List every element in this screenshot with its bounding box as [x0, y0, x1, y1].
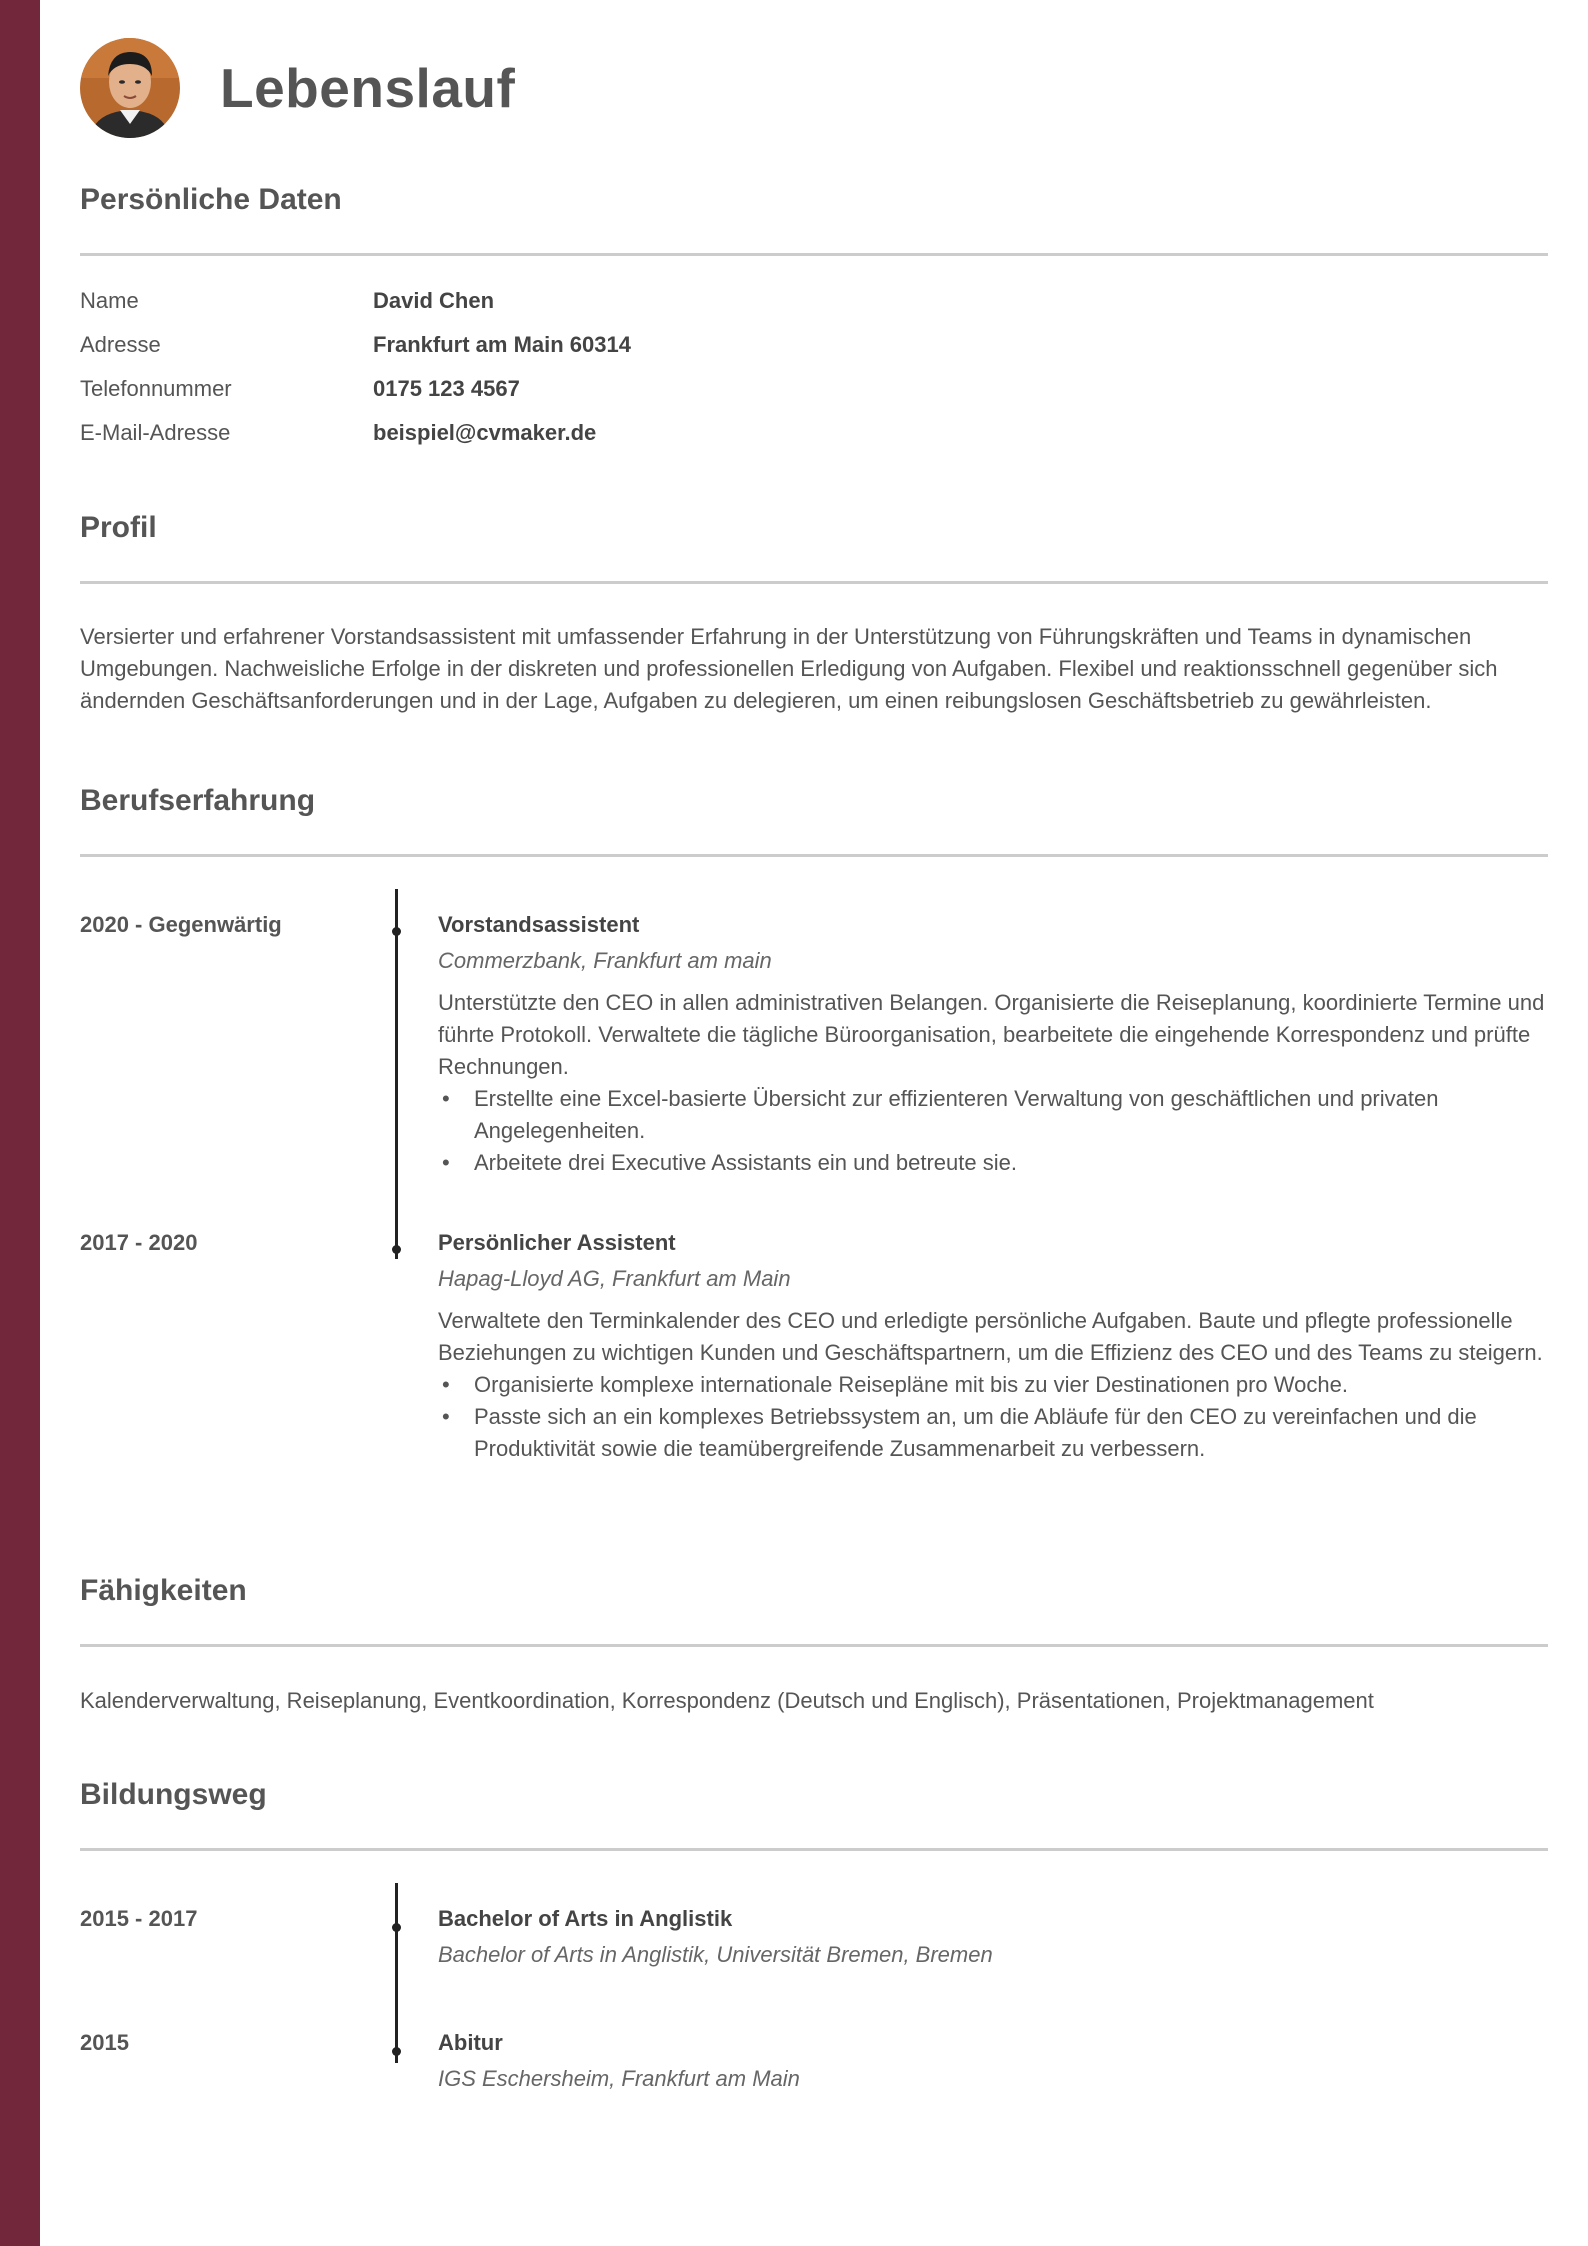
bullet-text: Arbeitete drei Executive Assistants ein und betreute sie.: [474, 1150, 1017, 1175]
experience-section: [80, 781, 1548, 1465]
value-name: David Chen: [373, 288, 495, 313]
list-item: • Passte sich an ein komplexes Betriebssystem an, um die Abläufe für den CEO zu vereinfachen und die Produktivität sowie die teamübergreifende Zusammenarbeit zu verbessern.: [442, 1404, 1477, 1461]
personal-row-email: [80, 411, 1548, 455]
job-title: Vorstandsassistent: [438, 912, 640, 937]
job-bullets: [438, 1083, 1548, 1179]
job-title: Persönlicher Assistent: [438, 1230, 676, 1255]
timeline-item: [80, 1883, 1548, 1971]
timeline-item: [80, 2027, 1548, 2095]
value-email: beispiel@cvmaker.de: [373, 420, 597, 445]
list-item: • Organisierte komplexe internationale Reisepläne mit bis zu vier Destinationen pro Woche.: [442, 1372, 1348, 1397]
section-divider: [80, 581, 1548, 584]
bullet-text: Passte sich an ein komplexes Betriebssystem an, um die Abläufe für den CEO zu vereinfachen und die Produktivität sowie die teamübergreifende Zusammenarbeit zu verbessern.: [474, 1404, 1477, 1461]
label-email: E-Mail-Adresse: [80, 420, 231, 445]
education-section: [80, 1775, 1548, 2095]
timeline-dot: [392, 1923, 401, 1932]
section-title-personal: Persönliche Daten: [80, 183, 342, 216]
job-body: [438, 909, 1548, 1179]
timeline-dot: [392, 2047, 401, 2056]
job-description: Unterstützte den CEO in allen administrativen Belangen. Organisierte die Reiseplanung, koordinierte Termine und führte Protokoll. Verwaltete die tägliche Büroorganisation, bearbeitete die eingehende Korrespondenz und prüfte Rechnungen.: [438, 990, 1545, 1079]
skills-section: [80, 1571, 1548, 1717]
list-item: • Erstellte eine Excel-basierte Übersicht zur effizienteren Verwaltung von geschäftlichen und privaten Angelegenheiten.: [442, 1086, 1439, 1143]
education-institution: Bachelor of Arts in Anglistik, Universität Bremen, Bremen: [438, 1942, 993, 1967]
profile-section: [80, 508, 1548, 717]
resume-header: [80, 38, 1548, 142]
job-bullets: [438, 1369, 1548, 1465]
profile-text: Versierter und erfahrener Vorstandsassistent mit umfassender Erfahrung in der Unterstützung von Führungskräften und Teams in dynamischen Umgebungen. Nachweisliche Erfolge in der diskreten und professionellen Erledigung von Aufgaben. Flexibel und reaktionsschnell gegenüber sich ändernden Geschäftsanforderungen und in der Lage, Aufgaben zu delegieren, um einen reibungslosen Geschäftsbetrieb zu gewährleisten.: [80, 624, 1498, 713]
bullet-text: Erstellte eine Excel-basierte Übersicht zur effizienteren Verwaltung von geschäftlichen und privaten Angelegenheiten.: [474, 1086, 1439, 1143]
resume-page: [80, 0, 1548, 2246]
education-institution: IGS Eschersheim, Frankfurt am Main: [438, 2066, 800, 2091]
education-degree: Bachelor of Arts in Anglistik: [438, 1906, 733, 1931]
education-body: [438, 2027, 1548, 2095]
section-divider: [80, 253, 1548, 256]
timeline-dot: [392, 1245, 401, 1254]
job-date: 2020 - Gegenwärtig: [80, 912, 282, 937]
avatar: [80, 38, 180, 138]
education-date: 2015: [80, 2030, 129, 2055]
accent-sidebar: [0, 0, 40, 2246]
value-phone: 0175 123 4567: [373, 376, 520, 401]
job-description: Verwaltete den Terminkalender des CEO und erledigte persönliche Aufgaben. Baute und pflegte professionelle Beziehungen zu wichtigen Kunden und Geschäftspartnern, um die Effizienz des CEO und des Teams zu steigern.: [438, 1308, 1543, 1365]
skills-text: Kalenderverwaltung, Reiseplanung, Eventkoordination, Korrespondenz (Deutsch und Englisch), Präsentationen, Projektmanagement: [80, 1688, 1374, 1713]
job-date: 2017 - 2020: [80, 1230, 198, 1255]
job-body: [438, 1227, 1548, 1465]
personal-row-name: [80, 279, 1548, 323]
list-item: • Arbeitete drei Executive Assistants ein und betreute sie.: [442, 1150, 1017, 1175]
timeline-item: [80, 1227, 1548, 1465]
education-timeline: [80, 1883, 1548, 2095]
education-body: [438, 1903, 1548, 1971]
experience-timeline: [80, 889, 1548, 1465]
section-divider: [80, 854, 1548, 857]
personal-row-phone: [80, 367, 1548, 411]
education-degree: Abitur: [438, 2030, 503, 2055]
section-divider: [80, 1848, 1548, 1851]
personal-row-address: [80, 323, 1548, 367]
job-employer: Commerzbank, Frankfurt am main: [438, 948, 772, 973]
section-title-education: Bildungsweg: [80, 1778, 267, 1811]
value-address: Frankfurt am Main 60314: [373, 332, 631, 357]
personal-data-section: [80, 180, 1548, 455]
bullet-text: Organisierte komplexe internationale Reisepläne mit bis zu vier Destinationen pro Woche.: [474, 1372, 1348, 1397]
portrait-photo-icon: [80, 38, 180, 138]
personal-data-table: [80, 279, 1548, 455]
document-title: Lebenslauf: [220, 57, 516, 119]
section-title-experience: Berufserfahrung: [80, 784, 316, 817]
section-title-profile: Profil: [80, 511, 157, 544]
section-divider: [80, 1644, 1548, 1647]
label-name: Name: [80, 288, 139, 313]
job-employer: Hapag-Lloyd AG, Frankfurt am Main: [438, 1266, 791, 1291]
timeline-dot: [392, 927, 401, 936]
education-date: 2015 - 2017: [80, 1906, 198, 1931]
section-title-skills: Fähigkeiten: [80, 1574, 247, 1607]
label-phone: Telefonnummer: [80, 376, 232, 401]
timeline-item: [80, 889, 1548, 1179]
label-address: Adresse: [80, 332, 161, 357]
